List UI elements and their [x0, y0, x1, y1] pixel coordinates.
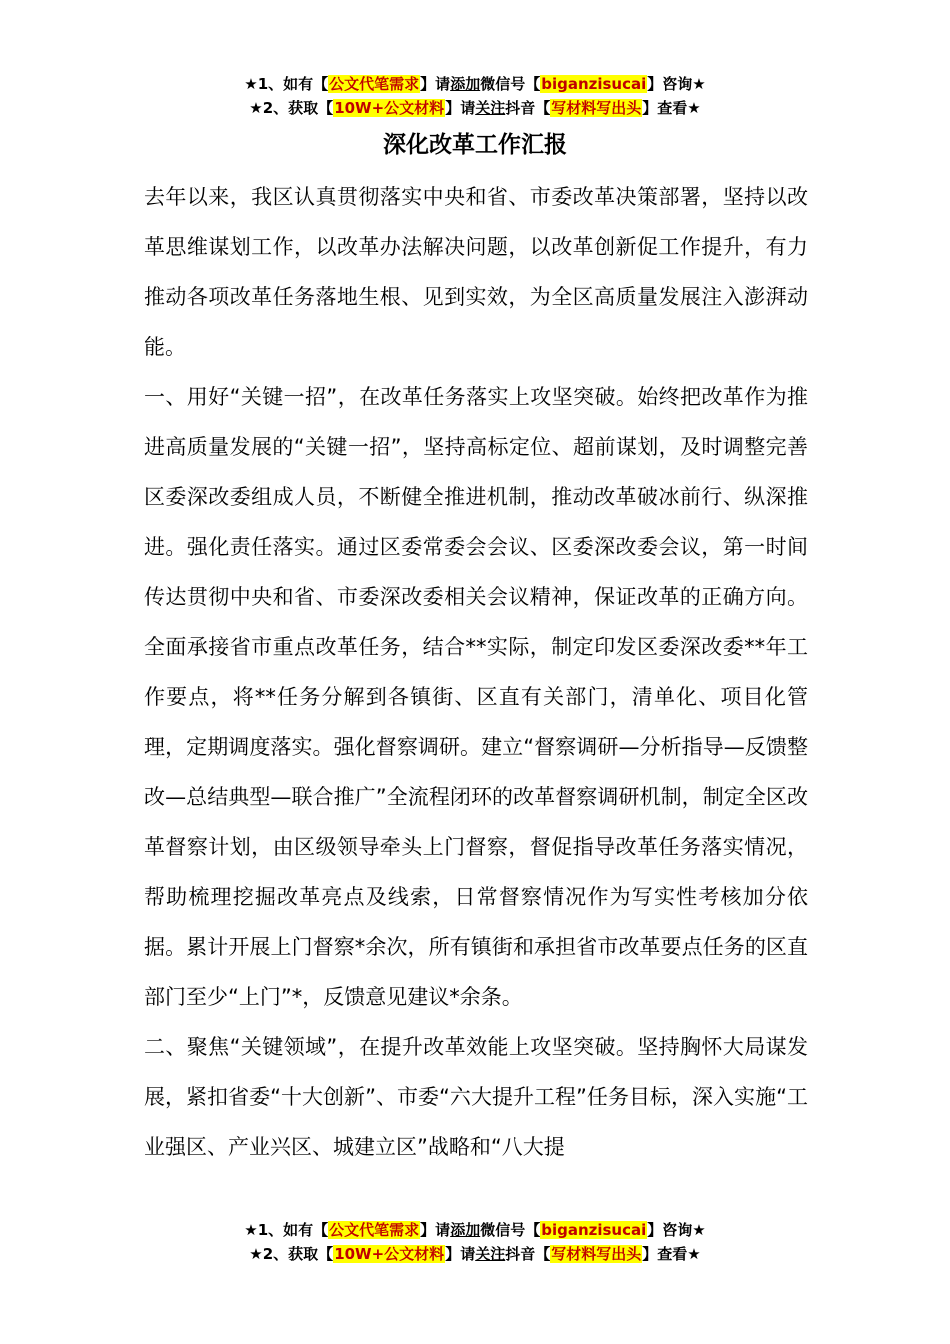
banner-text: ★2、获取【 — [249, 1245, 334, 1263]
banner-highlight: biganzisucai — [541, 75, 647, 93]
paragraph-intro: 去年以来，我区认真贯彻落实中央和省、市委改革决策部署，坚持以改革思维谋划工作，以改革办法解决问题，以改革创新促工作提升，有力推动各项改革任务落地生根、见到实效，为全区高质量发展注入澎湃动能。 — [144, 185, 808, 359]
banner-highlight: biganzisucai — [541, 1221, 647, 1239]
banner-highlight: 写材料写出头 — [551, 99, 642, 117]
banner-text: 】查看★ — [642, 99, 701, 117]
banner-text: ★1、如有【 — [244, 75, 329, 93]
banner-line-2 — [0, 96, 950, 120]
footer-banner — [0, 1218, 950, 1266]
banner-underline: 关注 — [475, 99, 506, 117]
banner-line-1 — [0, 1218, 950, 1242]
banner-text: ★1、如有【 — [244, 1221, 329, 1239]
banner-highlight: 公文代笔需求 — [329, 1221, 420, 1239]
banner-highlight: 10W+公文材料 — [334, 99, 445, 117]
banner-underline: 添加 — [450, 1221, 481, 1239]
banner-text: 微信号【 — [480, 75, 541, 93]
banner-text: 】请 — [420, 75, 451, 93]
banner-text: 抖音【 — [505, 1245, 551, 1263]
banner-text: 】请 — [420, 1221, 451, 1239]
banner-text: ★2、获取【 — [249, 99, 334, 117]
banner-highlight: 写材料写出头 — [551, 1245, 642, 1263]
paragraph-section-2: 二、聚焦“关键领域”，在提升改革效能上攻坚突破。坚持胸怀大局谋发展，紧扣省委“十大创新”、市委“六大提升工程”任务目标，深入实施“工业强区、产业兴区、城建立区”战略和“八大提 — [144, 1035, 808, 1159]
banner-underline: 关注 — [475, 1245, 506, 1263]
banner-text: 】请 — [445, 1245, 476, 1263]
document-body — [144, 172, 808, 1172]
banner-highlight: 10W+公文材料 — [334, 1245, 445, 1263]
banner-text: 】查看★ — [642, 1245, 701, 1263]
banner-text: 】请 — [445, 99, 476, 117]
banner-text: 】咨询★ — [647, 1221, 706, 1239]
banner-text: 微信号【 — [480, 1221, 541, 1239]
banner-underline: 添加 — [450, 75, 481, 93]
header-banner — [0, 72, 950, 120]
banner-highlight: 公文代笔需求 — [329, 75, 420, 93]
banner-text: 抖音【 — [505, 99, 551, 117]
banner-line-2 — [0, 1242, 950, 1266]
banner-line-1 — [0, 72, 950, 96]
paragraph-section-1: 一、用好“关键一招”，在改革任务落实上攻坚突破。始终把改革作为推进高质量发展的“关键一招”，坚持高标定位、超前谋划，及时调整完善区委深改委组成人员，不断健全推进机制，推动改革破冰前行、纵深推进。强化责任落实。通过区委常委会会议、区委深改委会议，第一时间传达贯彻中央和省、市委深改委相关会议精神，保证改革的正确方向。全面承接省市重点改革任务，结合**实际，制定印发区委深改委**年工作要点，将**任务分解到各镇街、区直有关部门，清单化、项目化管理，定期调度落实。强化督察调研。建立“督察调研—分析指导—反馈整改—总结典型—联合推广”全流程闭环的改革督察调研机制，制定全区改革督察计划，由区级领导牵头上门督察，督促指导改革任务落实情况，帮助梳理挖掘改革亮点及线索，日常督察情况作为写实性考核加分依据。累计开展上门督察*余次，所有镇街和承担省市改革要点任务的区直部门至少“上门”*，反馈意见建议*余条。 — [144, 385, 808, 1009]
document-title: 深化改革工作汇报 — [383, 132, 567, 158]
banner-text: 】咨询★ — [647, 75, 706, 93]
